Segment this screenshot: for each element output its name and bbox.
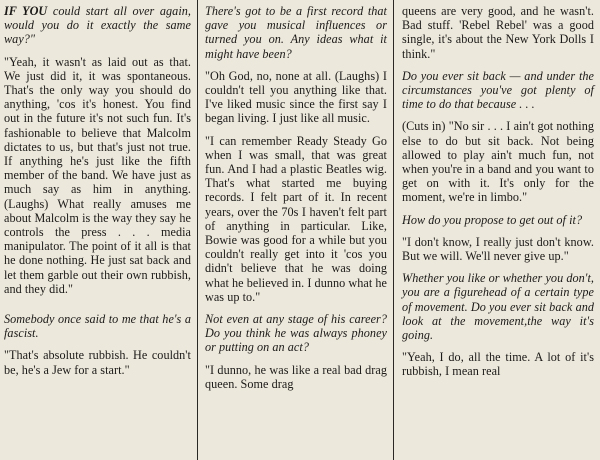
question-text: could start all over again, would you do it exactly the same way?" <box>4 4 191 47</box>
answer-paragraph: "I dunno, he was like a real bad drag queen. Some drag <box>205 362 387 391</box>
question-paragraph: Whether you like or whether you don't, you are a figurehead of a certain type of movement. Do you ever sit back and look at the movement,the way it's going. <box>402 271 594 343</box>
column-3 <box>393 0 600 460</box>
question-paragraph: Not even at any stage of his career? Do you think he was always phoney or putting on an act? <box>205 312 387 355</box>
answer-paragraph: "I can remember Ready Steady Go when I was small, that was great fun. And I had a plastic Beatles wig. That's what started me buying records. I felt part of it. In recent years, over the 70s I haven't felt part of anything in particular. Like, Bowie was good for a while but you couldn't really get into it 'cos you didn't believe that he was doing what he believed in. I dunno what he was up to." <box>205 133 387 304</box>
column-2 <box>197 0 393 460</box>
question-paragraph: Somebody once said to me that he's a fascist. <box>4 312 191 341</box>
answer-paragraph: "That's absolute rubbish. He couldn't be, he's a Jew for a start." <box>4 348 191 377</box>
column-1 <box>0 0 197 460</box>
lead-in: IF YOU <box>4 4 48 18</box>
column-divider <box>393 0 394 460</box>
answer-paragraph: "Oh God, no, none at all. (Laughs) I couldn't tell you anything like that. I've liked music since the first say I began living. I just like all music. <box>205 68 387 126</box>
question-paragraph: There's got to be a first record that gave you musical influences or turned you on. Any ideas what it might have been? <box>205 4 387 61</box>
answer-paragraph: "Yeah, I do, all the time. A lot of it's rubbish, I mean real <box>402 350 594 379</box>
answer-paragraph: "Yeah, it wasn't as laid out as that. We just did it, it was spontaneous. That's the only way you should do anything, 'cos it's honest. You find out in the future it's not such fun. It's fashionable to believe that Malcolm dictates to us, but that's just not true. If anything he's just like the fifth member of the band. We have just as much say as him in anything. (Laughs) What really amuses me about Malcolm is the way they say he controls the press . . . media manipulator. The point of it all is that he done nothing. He just sat back and let them garble out their own rubbish, and they did." <box>4 54 191 296</box>
question-paragraph <box>4 4 191 47</box>
answer-paragraph: queens are very good, and he wasn't. Bad stuff. 'Rebel Rebel' was a good single, it's about the New York Dolls I think." <box>402 4 594 61</box>
column-divider <box>197 0 198 460</box>
question-paragraph: How do you propose to get out of it? <box>402 212 583 227</box>
answer-paragraph: "I don't know, I really just don't know. But we will. We'll never give up." <box>402 234 594 264</box>
answer-paragraph: (Cuts in) "No sir . . . I ain't got nothing else to do but sit back. Not being allowed to play ain't much fun, not when you're in a band and you want to get on with it. It's only for the moment, we're in limbo." <box>402 119 594 205</box>
question-paragraph: Do you ever sit back — and under the circumstances you've got plenty of time to do that because . . . <box>402 68 594 112</box>
